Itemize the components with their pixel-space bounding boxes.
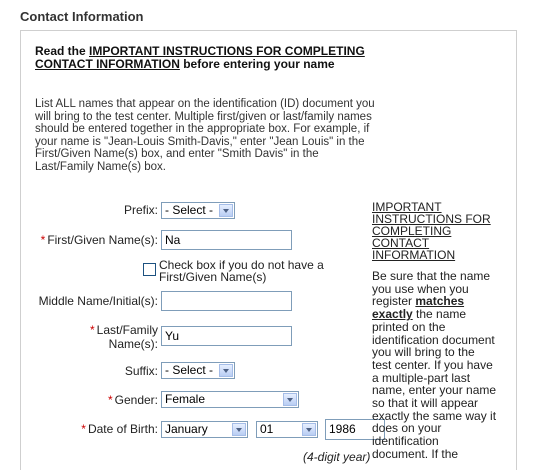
first-name-input[interactable]: Na bbox=[161, 230, 292, 250]
section-title: Contact Information bbox=[20, 9, 144, 24]
gender-select[interactable]: Female bbox=[161, 391, 299, 408]
dob-year-hint: (4-digit year) bbox=[303, 450, 371, 464]
chevron-down-icon bbox=[219, 364, 233, 377]
last-name-label: * Last/Family Name(s): bbox=[89, 323, 158, 351]
suffix-select[interactable]: - Select - bbox=[161, 362, 235, 379]
middle-name-label: Middle Name/Initial(s): bbox=[38, 294, 158, 308]
last-name-input[interactable]: Yu bbox=[161, 326, 292, 346]
dob-month-select[interactable]: January bbox=[161, 421, 248, 438]
chevron-down-icon bbox=[232, 423, 246, 436]
instructions-heading: Read the IMPORTANT INSTRUCTIONS FOR COMPLETING CONTACT INFORMATION before entering your name bbox=[35, 44, 365, 71]
gender-label: * Gender: bbox=[107, 393, 158, 407]
first-name-label: * First/Given Name(s): bbox=[40, 233, 158, 247]
chevron-down-icon bbox=[302, 423, 316, 436]
prefix-label: Prefix: bbox=[123, 203, 158, 217]
suffix-label: Suffix: bbox=[124, 364, 158, 378]
instructions-intro: List ALL names that appear on the identification (ID) document you will bring to the test center. Multiple first/given or last/family names should be entered together in the appropriate box. For example, if your name is "Jean-Louis Smith-Davis," enter "Jean Louis" in the First/Given Name(s) box, and enter "Smith Davis" in the Last/Family Name(s) box. bbox=[35, 98, 375, 173]
no-first-name-label: Check box if you do not have a First/Given Name(s) bbox=[159, 258, 324, 284]
instructions-link[interactable]: IMPORTANT INSTRUCTIONS FOR COMPLETING CONTACT INFORMATION bbox=[35, 44, 365, 71]
middle-name-input[interactable] bbox=[161, 291, 292, 311]
dob-year-input[interactable]: 1986 bbox=[325, 419, 385, 440]
sidebar-instructions-text: Be sure that the name you use when you register matches exactly the name printed on the identification document you will bring to the test center. If you have a multiple-part last name, enter your name so that it will appear exactly the same way it does on your identification document. If the bbox=[372, 269, 497, 461]
chevron-down-icon bbox=[283, 393, 297, 406]
prefix-select[interactable]: - Select - bbox=[161, 202, 235, 219]
chevron-down-icon bbox=[219, 204, 233, 217]
sidebar-instructions-heading: IMPORTANT INSTRUCTIONS FOR COMPLETING CONTACT INFORMATION bbox=[372, 200, 491, 262]
dob-label: * Date of Birth: bbox=[81, 422, 158, 436]
no-first-name-checkbox[interactable] bbox=[143, 263, 156, 276]
dob-day-select[interactable]: 01 bbox=[256, 421, 318, 438]
